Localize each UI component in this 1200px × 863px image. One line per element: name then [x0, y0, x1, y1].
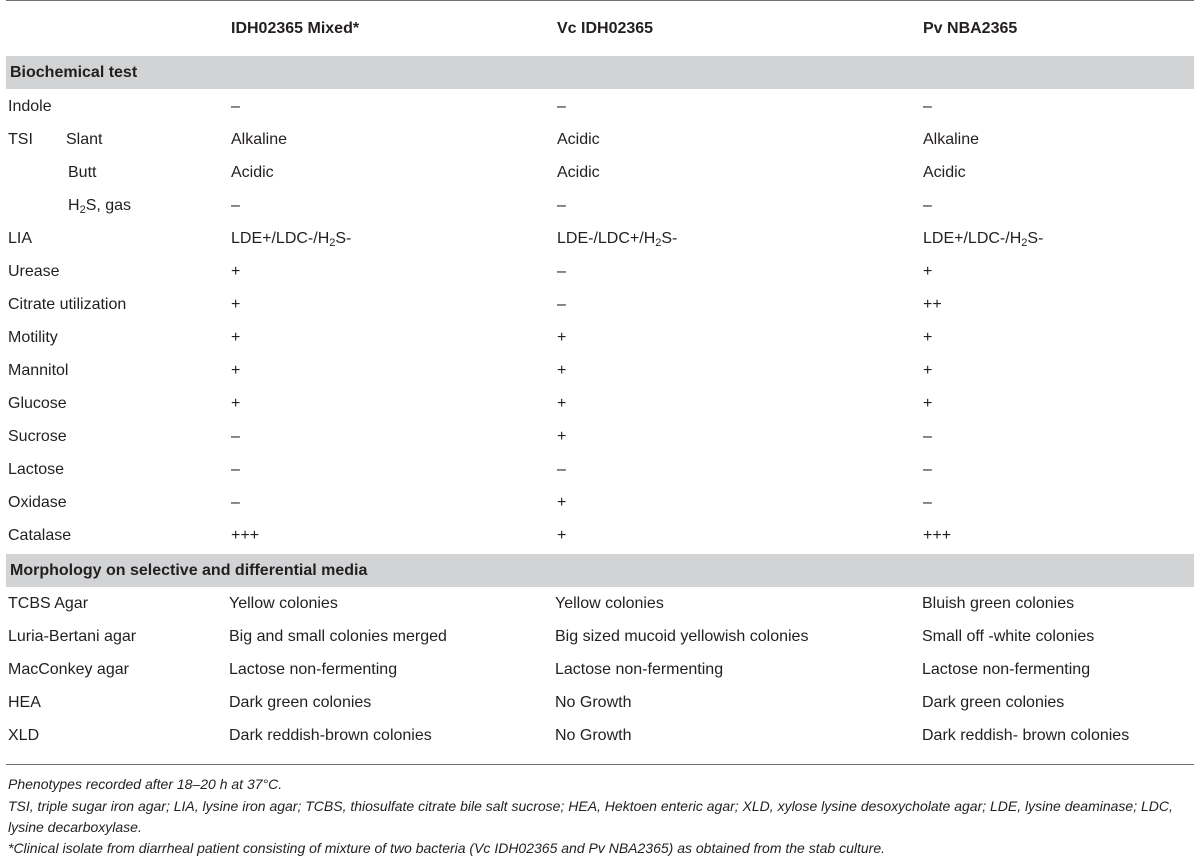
table-row [0, 156, 1200, 189]
table-row [0, 321, 1200, 354]
table-row [0, 519, 1200, 552]
table-row [0, 587, 1200, 620]
row-sublabel: $H_2S$, gas [68, 197, 132, 216]
cell-vc: Yellow colonies [555, 595, 664, 612]
table-row [0, 354, 1200, 387]
cell-pv: + [923, 362, 933, 379]
cell-mixed: Dark reddish-brown colonies [229, 727, 432, 744]
cell-mixed: Alkaline [231, 131, 288, 148]
table-row [0, 123, 1200, 156]
footnote-clinical-isolate: *Clinical isolate from diarrheal patient consisting of mixture of two bacteria (Vc IDH02365 and Pv NBA2365) as obtained from the stab culture. [8, 840, 885, 856]
section-title: Biochemical test [10, 64, 138, 81]
cell-vc: – [557, 98, 566, 115]
cell-pv: +++ [923, 527, 952, 544]
table-row [0, 255, 1200, 288]
cell-mixed: Yellow colonies [229, 595, 338, 612]
cell-pv: – [923, 428, 932, 445]
cell-mixed: +++ [231, 527, 260, 544]
cell-mixed: + [231, 296, 241, 313]
cell-pv: + [923, 395, 933, 412]
cell-pv: Dark reddish- brown colonies [922, 727, 1130, 744]
row-label: Citrate utilization [8, 296, 127, 313]
row-label: TCBS Agar [8, 595, 89, 612]
cell-vc: – [557, 263, 566, 280]
row-sublabel: Slant [66, 131, 103, 148]
cell-mixed: Dark green colonies [229, 694, 372, 711]
row-label: TSI [8, 131, 33, 148]
row-label: Indole [8, 98, 52, 115]
cell-pv: $LDE+/LDC-/H_2S-$ [923, 230, 1044, 249]
cell-mixed: Lactose non-fermenting [229, 661, 398, 678]
table-header [0, 0, 1200, 56]
cell-mixed: + [231, 362, 241, 379]
cell-vc: – [557, 461, 566, 478]
row-label: LIA [8, 230, 33, 247]
cell-mixed: – [231, 197, 240, 214]
section-title: Morphology on selective and differential media [10, 562, 368, 579]
table-row [0, 90, 1200, 123]
cell-vc: + [557, 428, 567, 445]
cell-vc: Acidic [557, 164, 600, 181]
header-pv: Pv NBA2365 [923, 20, 1018, 37]
cell-vc: LDE-$/LDC+/H_2S-$ [557, 230, 678, 249]
table-row [0, 222, 1200, 255]
cell-mixed: + [231, 395, 241, 412]
cell-mixed: – [231, 98, 240, 115]
table-row [0, 453, 1200, 486]
footnote-conditions: Phenotypes recorded after 18–20 h at 37°C. [8, 776, 283, 792]
section-morphology [6, 554, 1194, 587]
cell-pv: ++ [923, 296, 942, 313]
cell-vc: No Growth [555, 727, 632, 744]
row-label: Oxidase [8, 494, 67, 511]
cell-pv: – [923, 98, 932, 115]
cell-pv: + [923, 263, 933, 280]
cell-pv: Lactose non-fermenting [922, 661, 1091, 678]
table-row [0, 719, 1200, 752]
cell-vc: + [557, 395, 567, 412]
cell-mixed: – [231, 461, 240, 478]
cell-pv: Bluish green colonies [922, 595, 1075, 612]
cell-pv: Small off -white colonies [922, 628, 1095, 645]
footnote-abbreviations: TSI, triple sugar iron agar; LIA, lysine iron agar; TCBS, thiosulfate citrate bile salt sucrose; HEA, Hektoen enteric agar; XLD, xylose lysine desoxycholate agar; LDE, lysine deaminase; LDC, lysine decarboxylase. [8, 798, 1173, 835]
cell-vc: Acidic [557, 131, 600, 148]
cell-pv: – [923, 197, 932, 214]
cell-vc: + [557, 329, 567, 346]
table-row [0, 620, 1200, 653]
cell-mixed: – [231, 494, 240, 511]
cell-vc: + [557, 527, 567, 544]
table-row [0, 486, 1200, 519]
cell-pv: – [923, 494, 932, 511]
row-label: HEA [8, 694, 41, 711]
cell-vc: Big sized mucoid yellowish colonies [555, 628, 809, 645]
row-label: Mannitol [8, 362, 69, 379]
row-label: Urease [8, 263, 60, 280]
row-label: Motility [8, 329, 58, 346]
cell-pv: Dark green colonies [922, 694, 1065, 711]
cell-mixed: + [231, 263, 241, 280]
section-biochemical [6, 56, 1194, 89]
table-row [0, 686, 1200, 719]
row-label: Catalase [8, 527, 72, 544]
header-vc: Vc IDH02365 [557, 20, 654, 37]
cell-vc: + [557, 362, 567, 379]
row-label: MacConkey agar [8, 661, 129, 678]
table-bottom-rule [6, 764, 1194, 765]
cell-vc: No Growth [555, 694, 632, 711]
table-row [0, 189, 1200, 222]
row-label: Luria-Bertani agar [8, 628, 137, 645]
cell-mixed: – [231, 428, 240, 445]
cell-pv: Alkaline [923, 131, 980, 148]
cell-vc: Lactose non-fermenting [555, 661, 724, 678]
cell-pv: + [923, 329, 933, 346]
table-row [0, 420, 1200, 453]
row-label: Lactose [8, 461, 65, 478]
cell-pv: Acidic [923, 164, 966, 181]
cell-mixed: $LDE+/LDC-/H_2S-$ [231, 230, 352, 249]
row-label: Sucrose [8, 428, 67, 445]
table-row [0, 653, 1200, 686]
cell-pv: – [923, 461, 932, 478]
row-label: XLD [8, 727, 40, 744]
cell-vc: – [557, 296, 566, 313]
row-label: Glucose [8, 395, 67, 412]
cell-vc: + [557, 494, 567, 511]
cell-mixed: + [231, 329, 241, 346]
header-mixed: IDH02365 Mixed* [231, 20, 360, 37]
cell-mixed: Big and small colonies merged [229, 628, 447, 645]
row-sublabel: Butt [68, 164, 97, 181]
table-row [0, 288, 1200, 321]
cell-mixed: Acidic [231, 164, 274, 181]
cell-vc: – [557, 197, 566, 214]
table-row [0, 387, 1200, 420]
